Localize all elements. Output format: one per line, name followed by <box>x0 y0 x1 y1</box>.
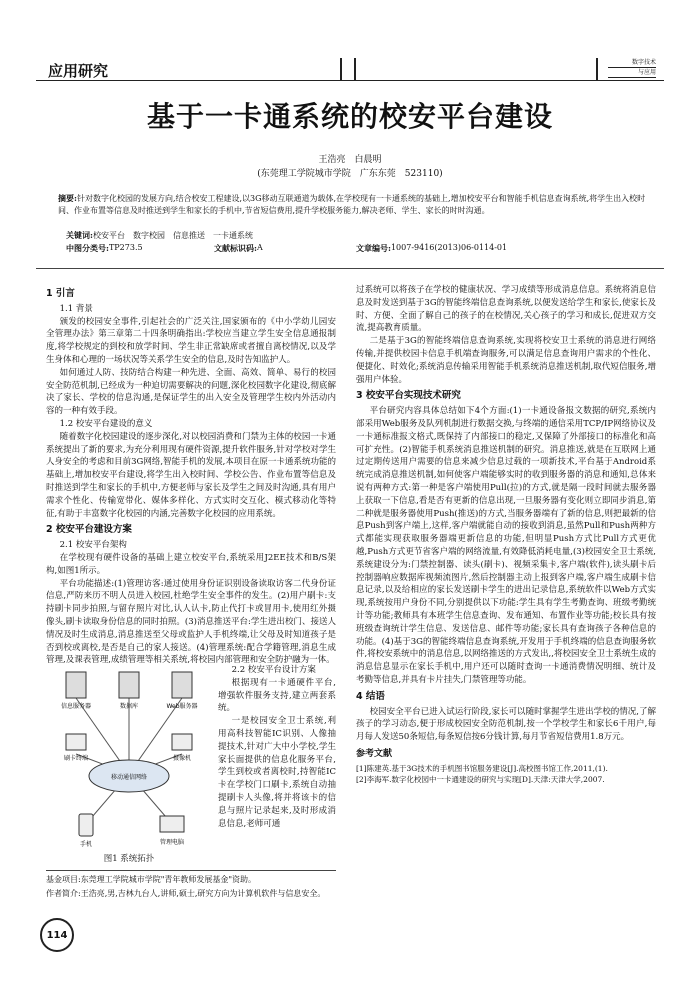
right-column <box>356 284 656 785</box>
article-no-value: 1007-9416(2013)06-0114-01 <box>390 243 508 252</box>
keywords-label: 关键词: <box>66 230 93 240</box>
figure-side-text <box>218 664 336 830</box>
author-note: 作者简介:王浩亮,男,吉林九台人,讲师,硕士,研究方向为计算机软件与信息安全。 <box>46 889 326 898</box>
server1-label: 信息服务器 <box>60 703 92 710</box>
subsection-heading: 2.2 校安平台设计方案 <box>231 665 316 675</box>
paragraph: 随着数字化校园建设的逐步深化,对以校园消费和门禁为主体的校园一卡通系统提出了新的要求,为充分利用现有硬件资源,提升软件服务,针对学校对学生人身安全的考虑和目前3G网络,智能手机的发展,本项目在原一卡通系统功能的基础上,增加校安平台建设,将学生出入校时间、学校公告、作业布置等信息及时推送到学生和家长的手机中,方便老师与家长及学生之间及时沟通,具有用户需求个性化、传输宽带化、媒体多样化、方式实时交互化、模式移动化等特征,有助于丰富数字化校园的内涵,完善数字化校园的应用系统。 <box>46 431 336 519</box>
server3-label: Web服务器 <box>166 703 198 710</box>
paragraph: 根据现有一卡通硬件平台,增强软件服务支持,建立两套系统。 <box>218 677 336 714</box>
server-icon <box>66 672 86 698</box>
article-title: 基于一卡通系统的校安平台建设 <box>146 100 553 133</box>
section-tag: 应用研究 <box>48 62 109 80</box>
journal-name-line1: 数字技术 <box>608 58 656 68</box>
journal-name-line2: 与应用 <box>608 68 656 78</box>
affiliation: (东莞理工学院城市学院 广东东莞 523110) <box>257 169 443 179</box>
clc <box>66 243 143 254</box>
references-title: 参考文献 <box>356 748 393 759</box>
reference-item: [1]陈建英.基于3G技术的手机图书馆服务建设[J].高校图书馆工作,2011,(1). <box>356 763 608 773</box>
paragraph: 平台功能描述:(1)管理访客:通过使用身份证识别设备读取访客二代身份证信息,严防来历不明人员进入校园,杜绝学生安全事件的发生。(2)用户刷卡:支持刷卡同步拍照,与留存照片对比,认人认卡,防止代打卡或冒用卡,使用红外摄像头,刷卡读取身份信息的同时拍照。(3)消息推送平台:学生进出校门、接送人情况及时生成消息,消息推送至父母或监护人手机终端,让父母及时知道孩子是否到校或离校,是否是自己的家人接送。(4)管理系统:配合学籍管理,消息生成管理,及课表管理,成绩管理等相关系统,将校园内部管理和安全防护融为一体。 <box>46 578 336 666</box>
divider <box>36 268 664 269</box>
clc-value: TP273.5 <box>108 243 143 252</box>
fund-note: 基金项目:东莞理工学院城市学院"青年教师发展基金"资助。 <box>46 875 257 884</box>
camera-label: 摄像机 <box>172 755 192 762</box>
paragraph: 一是校园安全卫士系统,利用高科技智能IC识别、人像抽提技术,针对广大中小学校,学生家长面提供的信息化服务平台,学生到校或者离校时,持智能IC卡在学校门口刷卡,系统自动抽提刷卡人头像,将并将该卡的信息与照片记录起来,及时形成消息信息,老师可通 <box>218 716 336 829</box>
pc-icon <box>160 816 184 832</box>
camera-icon <box>172 734 192 750</box>
server-icon <box>172 672 192 698</box>
left-column <box>46 284 336 667</box>
paragraph: 二是基于3G的智能终端信息查询系统,实现将校安卫士系统的消息进行网络传输,并提供校园卡信息手机端查询服务,可以满足信息查询用户需求的个性化、便捷化、时效化;系统消息传输采用智能手机系统消息推送机制,取代短信服务,增强用户体验。 <box>356 336 656 385</box>
subsection-heading: 1.1 背景 <box>59 303 93 314</box>
doc-code-value: A <box>256 243 263 252</box>
paragraph: 过系统可以将孩子在学校的健康状况、学习成绩等形成消息信息。系统将消息信息及时发送到基于3G的智能终端信息查询系统,以便发送给学生和家长,使家长及时、方便、全面了解自己的孩子的在校情况,关心孩子的学习和成长,促进双方交流,提高教育质量。 <box>356 285 656 334</box>
cloud-label: 移动通信网络 <box>110 774 148 781</box>
clc-label: 中图分类号: <box>66 243 109 253</box>
server2-label: 数据库 <box>119 703 139 710</box>
header-divider-2 <box>596 58 602 80</box>
section-heading: 2 校安平台建设方案 <box>46 524 132 536</box>
journal-logo <box>608 58 656 80</box>
paragraph: 平台研究内容具体总结如下4个方面:(1)一卡通设备报文数据的研究,系统内部采用Web服务及队列机制进行数据交换,与终端的通信采用TCP/IP网络协议及一卡通标准报文格式,既保持了内部接口的稳定,又保障了外部接口的标准化和高可扩充性。(2)智能手机系统消息推送机制的研究。消息推送,就是在互联网上通过定期传送用户需要的信息来减少信息过载的一项新技术,平台基于Android系统完成消息推送机制,如何使客户端能够实时的收到服务器的消息和通知,总体来说有两种方式:第一种是客户端使用Pull(拉)的方式,就是隔一段时间就去服务器上获取一下信息,看是否有更新的信息出现,一旦服务器有变化则立即同步消息,第二种就是服务器使用Push(推送)的方式,当服务器端有了新的信息,则把最新的信息Push到客户端上,这样,客户端就能自动的接收到消息,虽然Pull和Push两种方式都能实现获取服务器端更新信息的功能,但明显Push方式比Pull方式更优越,Push方式更节省客户端的网络流量,有效降低消耗电量,(3)校园安全卫士系统,系统建设分为:门禁控制器、读头(刷卡)、视频采集卡,客户端(软件),读头刷卡后控制器响应数据库视频流图片,然后控制器主动上报到客户端,客户端生成刷卡信息记录,以及给相应的家长发送刷卡学生的进出记录信息,系统软件以Web方式实现,系统按用户身份不同,分别提供以下功能:学生具有学生考勤查询、班级考勤统计等功能;教师具有本班学生信息查询、发布通知、布置作业等功能;校长具有按班级查询统计学生信息、发送信息、邮件等功能;家长具有查询孩子各种信息的功能。(4)基于3G的智能终端信息查询系统,开发用于手机终端的信息查询服务软件,将校安系统中的消息信息,以网络推送的方式发出,,将校园安全卫士系统生成的消息信息显示在家长手机中,用户还可以随时查询一卡通消费情况明细、统计及考勤等信息,并具有卡片挂失,门禁管理等功能。 <box>356 406 656 685</box>
reader-label: 刷卡终端 <box>63 755 89 762</box>
phone-label: 手机 <box>79 841 93 848</box>
figure-caption: 图1 系统拓扑 <box>103 854 155 864</box>
header-rule <box>36 80 664 81</box>
article-no <box>356 243 508 254</box>
paragraph: 校园安全平台已进入试运行阶段,家长可以随时掌握学生进出学校的情况,了解孩子的学习动态,便于形成校园安全防范机制,按一个学校学生和家长6千用户,每月每人发送50条短信,每条短信按6分钱计算,每月节省短信费用1.8万元。 <box>356 706 656 743</box>
paragraph: 如何通过人防、技防结合构建一种先进、全面、高效、简单、易行的校园安全防范机制,已经成为一种迫切需要解决的问题,深化校园数字化建设,彻底解决了家长、学校的信息沟通,是保证学生的出入安全及管理学生校内外活动内容的一种有效手段。 <box>46 367 336 417</box>
page-number: 114 <box>40 918 74 952</box>
footnote-rule <box>46 870 336 871</box>
article-no-label: 文章编号: <box>356 243 391 253</box>
section-heading: 3 校安平台实现技术研究 <box>356 390 461 402</box>
topology-diagram <box>46 664 212 850</box>
footnote <box>46 873 606 901</box>
card-reader-icon <box>66 734 86 750</box>
paragraph: 在学校现有硬件设备的基础上建立校安平台,系统采用J2EE技术和B/S架构,如图1所示。 <box>46 552 336 576</box>
abstract-text: 针对数字化校园的发展方向,结合校安工程建设,以3G移动互联通道为载体,在学校现有一卡通系统的基础上,增加校安平台和智能手机信息查询系统,将学生出入校时间、作业布置等信息及时推送到学生和家长的手机中,节省短信费用,提升学校服务能力,解决老师、学生、家长的时时沟通。 <box>58 194 646 215</box>
abstract <box>58 192 658 217</box>
subsection-heading: 2.1 校安平台架构 <box>59 540 127 551</box>
database-icon <box>119 672 139 698</box>
keywords <box>66 230 253 241</box>
pc-label: 管理电脑 <box>159 839 185 846</box>
reference-item: [2]李海军.数字化校园中一卡通建设的研究与实现[D].天津:天津大学,2007. <box>356 774 605 784</box>
authors: 王浩亮 白晨明 <box>318 155 382 165</box>
header-divider <box>340 58 356 80</box>
doc-code <box>214 243 263 254</box>
phone-icon <box>79 814 93 836</box>
topology-figure <box>46 664 212 862</box>
section-heading: 1 引言 <box>46 288 75 299</box>
section-heading: 4 结语 <box>356 690 385 702</box>
doc-code-label: 文献标识码: <box>214 243 257 253</box>
abstract-label: 摘要: <box>58 193 77 203</box>
keywords-text: 校安平台 数字校园 信息推送 一卡通系统 <box>92 231 253 240</box>
subsection-heading: 1.2 校安平台建设的意义 <box>59 418 153 429</box>
paragraph: 颁发的校园安全事件,引起社会的广泛关注,国家颁布的《中小学幼儿园安全管理办法》第三章第二十四条明确指出:学校应当建立学生安全信息通报制度,将学校规定的到校和放学时间、学生非正常缺席或者擅自离校情况,以及学生身体和心理的一场状况等关系学生安全的信息,及时告知监护人。 <box>46 316 336 365</box>
